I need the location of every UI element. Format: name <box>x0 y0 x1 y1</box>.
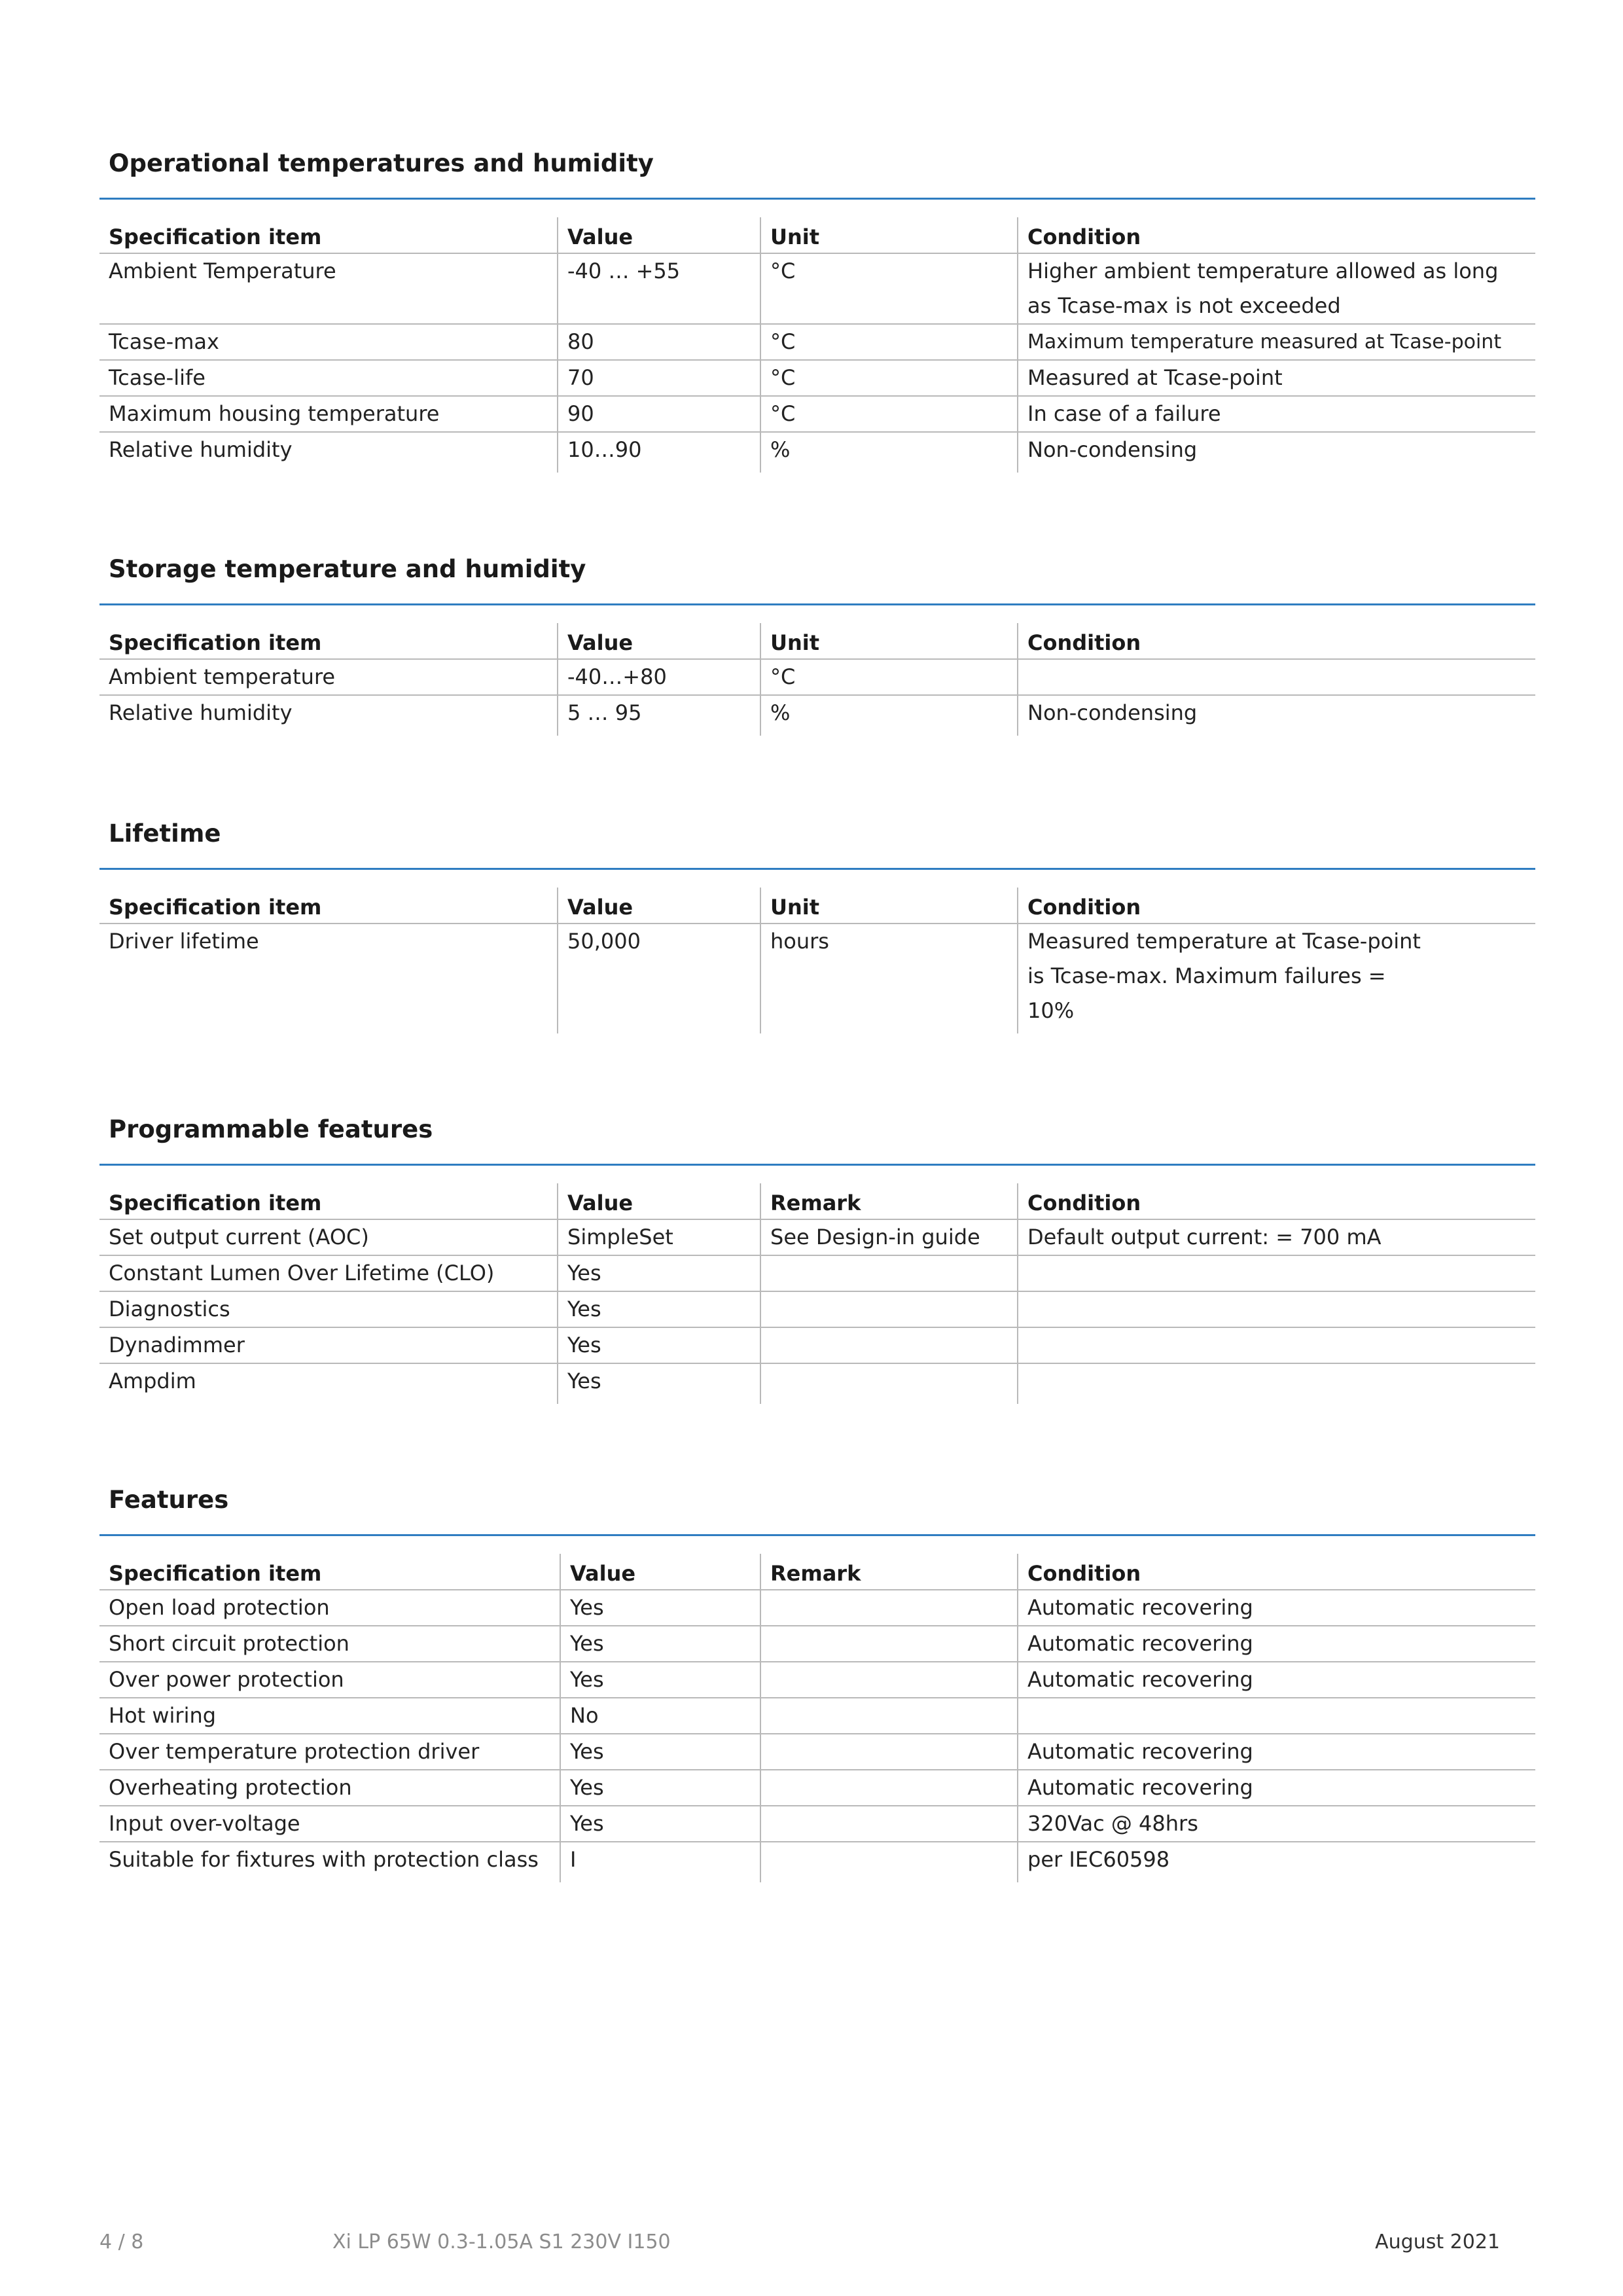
product-name: Xi LP 65W 0.3-1.05A S1 230V I150 <box>332 2231 671 2253</box>
table-cell: Relative humidity <box>109 700 293 725</box>
table-cell: Yes <box>560 1806 760 1842</box>
column-header: Value <box>558 623 760 659</box>
table-cell: Maximum housing temperature <box>99 396 558 432</box>
table-cell: Automatic recovering <box>1018 1626 1535 1662</box>
column-header: Unit <box>760 217 1018 253</box>
spec-table <box>99 623 1535 736</box>
table-row <box>99 659 1535 695</box>
table-cell: Tcase-max <box>99 324 558 360</box>
column-header: Specification item <box>99 1554 560 1590</box>
table-cell: °C <box>760 659 1018 695</box>
table-cell <box>1018 659 1535 695</box>
table-cell: Ampdim <box>109 1369 196 1393</box>
section-divider <box>99 603 1535 605</box>
table-cell: % <box>760 432 1018 473</box>
table-cell: Yes <box>560 1626 760 1662</box>
table-row <box>99 324 1535 360</box>
table-cell: Non-condensing <box>1018 695 1535 736</box>
table-row <box>99 1842 1535 1882</box>
table-cell: Dynadimmer <box>99 1327 558 1363</box>
table-cell <box>760 1291 1018 1327</box>
table-cell <box>760 1698 1018 1734</box>
table-row <box>99 1770 1535 1806</box>
table-row <box>99 1626 1535 1662</box>
table-cell <box>760 1255 1018 1291</box>
table-cell: per IEC60598 <box>1018 1842 1535 1882</box>
table-cell: Yes <box>558 1255 760 1291</box>
table-cell <box>760 1842 1018 1882</box>
table-cell: Suitable for fixtures with protection class <box>109 1847 539 1872</box>
column-header: Condition <box>1018 1183 1535 1219</box>
table-cell: Relative humidity <box>109 437 293 462</box>
column-header: Unit <box>760 623 1018 659</box>
table-cell: Open load protection <box>99 1590 560 1626</box>
table-cell: hours <box>760 924 1018 1033</box>
table-cell: Yes <box>560 1734 760 1770</box>
table-cell: Automatic recovering <box>1018 1770 1535 1806</box>
spec-table <box>99 1554 1535 1882</box>
column-header: Condition <box>1018 888 1535 924</box>
section-title: Lifetime <box>109 819 221 848</box>
table-cell: Measured temperature at Tcase-point is Tcase-max. Maximum failures = 10% <box>1018 924 1535 1033</box>
table-cell: 70 <box>558 360 760 396</box>
document-date: August 2021 <box>1375 2231 1500 2253</box>
table-cell: Yes <box>560 1590 760 1626</box>
column-header: Unit <box>760 888 1018 924</box>
table-row <box>99 924 1535 1033</box>
column-header: Value <box>558 217 760 253</box>
table-row <box>99 1219 1535 1255</box>
table-cell: Yes <box>560 1770 760 1806</box>
table-cell: 5 … 95 <box>558 695 760 736</box>
table-cell: Ambient temperature <box>99 659 558 695</box>
table-cell: Yes <box>560 1662 760 1698</box>
table-cell <box>1018 1327 1535 1363</box>
column-header: Remark <box>760 1554 1018 1590</box>
table-header-row <box>99 888 1535 924</box>
table-cell <box>760 1327 1018 1363</box>
table-row <box>99 253 1535 324</box>
table-cell: 10…90 <box>558 432 760 473</box>
spec-table <box>99 1183 1535 1404</box>
table-cell: Automatic recovering <box>1018 1590 1535 1626</box>
table-cell: 90 <box>558 396 760 432</box>
table-cell <box>760 1770 1018 1806</box>
table-cell: Diagnostics <box>99 1291 558 1327</box>
spec-table <box>99 888 1535 1033</box>
column-header: Value <box>558 888 760 924</box>
column-header: Value <box>558 1183 760 1219</box>
section-divider <box>99 868 1535 870</box>
table-cell: Ambient Temperature <box>99 253 558 324</box>
table-cell: Automatic recovering <box>1018 1734 1535 1770</box>
table-cell: 50,000 <box>558 924 760 1033</box>
table-cell: Constant Lumen Over Lifetime (CLO) <box>99 1255 558 1291</box>
table-cell: Overheating protection <box>99 1770 560 1806</box>
table-row <box>99 1590 1535 1626</box>
table-cell: Yes <box>558 1327 760 1363</box>
table-row <box>99 1662 1535 1698</box>
table-row <box>99 1255 1535 1291</box>
column-header: Condition <box>1018 623 1535 659</box>
table-row <box>99 1291 1535 1327</box>
table-row <box>99 1363 1535 1404</box>
table-row <box>99 1806 1535 1842</box>
table-cell: -40 … +55 <box>558 253 760 324</box>
table-cell: See Design-in guide <box>760 1219 1018 1255</box>
table-cell: Measured at Tcase-point <box>1018 360 1535 396</box>
table-cell <box>1018 1255 1535 1291</box>
table-cell <box>1018 1291 1535 1327</box>
table-row <box>99 396 1535 432</box>
column-header: Specification item <box>99 623 558 659</box>
column-header: Specification item <box>99 888 558 924</box>
table-header-row <box>99 1183 1535 1219</box>
column-header: Condition <box>1018 1554 1535 1590</box>
table-row <box>99 695 1535 736</box>
table-header-row <box>99 623 1535 659</box>
table-cell <box>760 1734 1018 1770</box>
table-cell: Driver lifetime <box>109 929 259 954</box>
table-cell: Yes <box>558 1291 760 1327</box>
table-cell: Set output current (AOC) <box>99 1219 558 1255</box>
table-cell: Input over-voltage <box>99 1806 560 1842</box>
table-cell: Tcase-life <box>99 360 558 396</box>
table-cell: 80 <box>558 324 760 360</box>
table-cell: Automatic recovering <box>1018 1662 1535 1698</box>
section-divider <box>99 198 1535 200</box>
column-header: Remark <box>760 1183 1018 1219</box>
table-cell: In case of a failure <box>1018 396 1535 432</box>
table-cell <box>760 1662 1018 1698</box>
column-header: Value <box>560 1554 760 1590</box>
table-cell: Non-condensing <box>1018 432 1535 473</box>
section-title: Features <box>109 1486 229 1514</box>
section-title: Operational temperatures and humidity <box>109 149 654 177</box>
table-row <box>99 1698 1535 1734</box>
table-header-row <box>99 217 1535 253</box>
column-header: Specification item <box>99 1183 558 1219</box>
table-cell <box>760 1806 1018 1842</box>
table-cell: °C <box>760 324 1018 360</box>
table-row <box>99 1734 1535 1770</box>
table-cell: I <box>560 1842 760 1882</box>
table-cell <box>760 1590 1018 1626</box>
table-row <box>99 1327 1535 1363</box>
table-cell: Default output current: = 700 mA <box>1018 1219 1535 1255</box>
table-cell: Short circuit protection <box>99 1626 560 1662</box>
section-title: Programmable features <box>109 1115 433 1143</box>
table-cell: °C <box>760 253 1018 324</box>
table-row <box>99 360 1535 396</box>
table-cell: Hot wiring <box>99 1698 560 1734</box>
page-number: 4 / 8 <box>99 2231 144 2253</box>
table-cell <box>1018 1363 1535 1404</box>
table-row <box>99 432 1535 473</box>
section-divider <box>99 1164 1535 1166</box>
section-title: Storage temperature and humidity <box>109 555 586 583</box>
table-cell <box>760 1363 1018 1404</box>
table-cell: Higher ambient temperature allowed as long as Tcase-max is not exceeded <box>1018 253 1535 324</box>
table-cell: 320Vac @ 48hrs <box>1018 1806 1535 1842</box>
column-header: Specification item <box>99 217 558 253</box>
table-header-row <box>99 1554 1535 1590</box>
table-cell: Yes <box>558 1363 760 1404</box>
table-cell: No <box>560 1698 760 1734</box>
table-cell: Maximum temperature measured at Tcase-point <box>1018 324 1535 360</box>
column-header: Condition <box>1018 217 1535 253</box>
section-divider <box>99 1534 1535 1536</box>
table-cell: °C <box>760 360 1018 396</box>
table-cell: SimpleSet <box>558 1219 760 1255</box>
spec-table <box>99 217 1535 473</box>
table-cell <box>760 1626 1018 1662</box>
table-cell: -40…+80 <box>558 659 760 695</box>
table-cell <box>1018 1698 1535 1734</box>
table-cell: Over temperature protection driver <box>99 1734 560 1770</box>
table-cell: °C <box>760 396 1018 432</box>
table-cell: Over power protection <box>99 1662 560 1698</box>
table-cell: % <box>760 695 1018 736</box>
